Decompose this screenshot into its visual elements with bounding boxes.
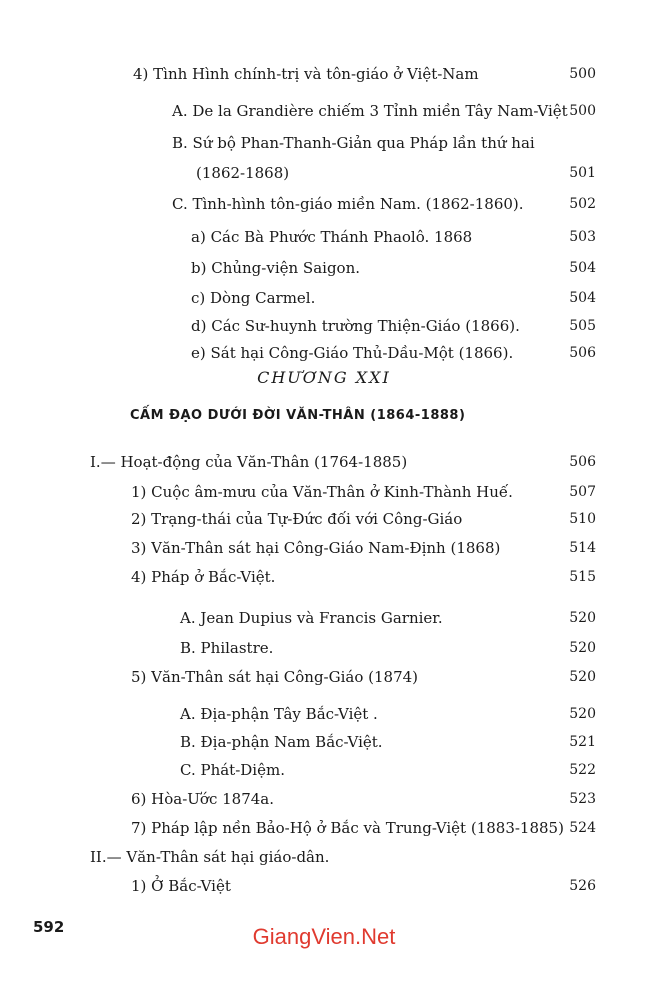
toc-entry-text: 1) Ở Bắc-Việt [131,877,231,895]
toc-entry-text: 5) Văn-Thân sát hại Công-Giáo (1874) [131,668,419,686]
toc-entry [0,534,648,562]
toc-entry-page: 502 [569,196,596,212]
toc-entry [0,728,648,756]
toc-entry-page: 524 [569,820,596,836]
toc-entry-page: 506 [569,454,596,470]
toc-entry-page: 501 [569,165,596,181]
toc-entry-text: A. Địa-phận Tây Bắc-Việt . [180,705,378,723]
page-number: 592 [33,918,65,936]
toc-entry [0,448,648,476]
toc-entry-page: 521 [569,734,596,750]
toc-entry-page: 514 [569,540,596,556]
watermark: GiangVien.Net [252,924,396,949]
toc-entry-page: 520 [569,669,596,685]
toc-entry [0,843,648,871]
toc-entry-page: 504 [569,290,596,306]
toc-entry-page: 515 [569,569,596,585]
toc-entry [0,663,648,691]
toc-entry-text: (1862-1868) [196,164,290,182]
toc-entry [0,339,648,367]
toc-entry-page: 506 [569,345,596,361]
toc-entry-page: 520 [569,640,596,656]
toc-entry-text: b) Chủng-viện Saigon. [191,259,361,277]
toc-entry-page: 500 [569,66,596,82]
toc-entry-text: 6) Hòa-Ước 1874a. [131,790,275,808]
toc-entry [0,159,648,187]
toc-entry-text: A. De la Grandière chiếm 3 Tỉnh miền Tây Nam-Việt [172,102,568,120]
toc-entry-text: A. Jean Dupius và Francis Garnier. [180,609,443,627]
toc-entry-text: 4) Tình Hình chính-trị và tôn-giáo ở Việt-Nam [133,65,479,83]
toc-entry-text: 2) Trạng-thái của Tự-Đức đối với Công-Giáo [131,510,463,528]
toc-entry [0,254,648,282]
toc-entry-page: 523 [569,791,596,807]
toc-entry-page: 522 [569,762,596,778]
toc-entry-text: 4) Pháp ở Bắc-Việt. [131,568,276,586]
toc-entry-text: 1) Cuộc âm-mưu của Văn-Thân ở Kinh-Thành Huế. [131,483,513,501]
toc-entry-text: 7) Pháp lập nền Bảo-Hộ ở Bắc và Trung-Việt (1883-1885) [131,819,564,837]
toc-entry-page: 520 [569,706,596,722]
toc-entry-text: a) Các Bà Phước Thánh Phaolô. 1868 [191,228,473,246]
toc-entry-text: c) Dòng Carmel. [191,289,316,307]
toc-entry [0,604,648,632]
toc-entry [0,563,648,591]
toc-entry-page: 505 [569,318,596,334]
toc-entry [0,700,648,728]
toc-entry-text: C. Phát-Diệm. [180,761,285,779]
toc-entry-page: 507 [569,484,596,500]
toc-entry-page: 500 [569,103,596,119]
toc-entry-page: 520 [569,610,596,626]
toc-entry-text: 3) Văn-Thân sát hại Công-Giáo Nam-Định (1868) [131,539,501,557]
toc-entry [0,129,648,157]
toc-entry-page: 526 [569,878,596,894]
chapter-title: CHƯƠNG XXI [257,368,391,387]
toc-entry-text: B. Philastre. [180,639,274,657]
toc-entry-page: 504 [569,260,596,276]
toc-entry-text: d) Các Sư-huynh trường Thiện-Giáo (1866). [191,317,520,335]
toc-entry-text: e) Sát hại Công-Giáo Thủ-Dầu-Một (1866). [191,344,514,362]
toc-entry [0,190,648,218]
toc-entry [0,284,648,312]
toc-entry [0,223,648,251]
toc-entry-text: II.— Văn-Thân sát hại giáo-dân. [90,848,330,866]
toc-entry [0,97,648,125]
toc-entry [0,872,648,900]
toc-entry [0,478,648,506]
toc-entry [0,814,648,842]
toc-entry [0,312,648,340]
toc-entry [0,756,648,784]
toc-entry-text: I.— Hoạt-động của Văn-Thân (1764-1885) [90,453,408,471]
toc-entry-text: C. Tình-hình tôn-giáo miền Nam. (1862-1860). [172,195,524,213]
toc-entry [0,634,648,662]
toc-entry [0,60,648,88]
toc-entry-page: 503 [569,229,596,245]
section-heading: CẤM ĐẠO DƯỚI ĐỜI VĂN-THÂN (1864-1888) [130,408,466,423]
toc-entry [0,785,648,813]
toc-entry-text: B. Sứ bộ Phan-Thanh-Giản qua Pháp lần thứ hai [172,134,535,152]
toc-entry [0,505,648,533]
toc-entry-text: B. Địa-phận Nam Bắc-Việt. [180,733,383,751]
toc-entry-page: 510 [569,511,596,527]
